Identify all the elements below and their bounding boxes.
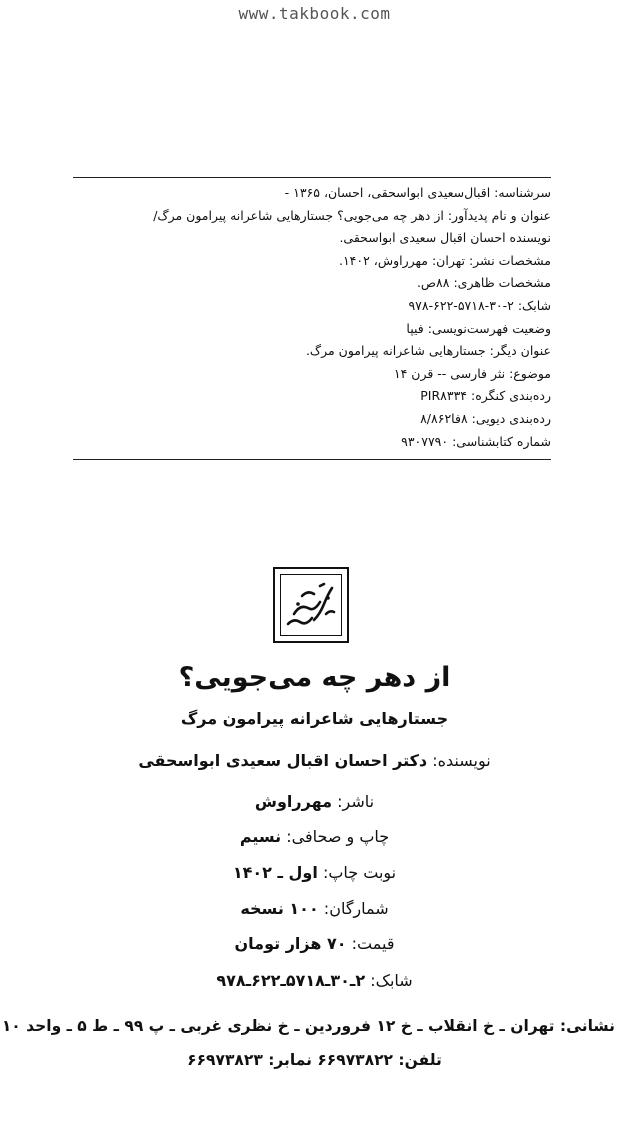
- catalog-line: وضعیت فهرست‌نویسی: فیپا: [406, 320, 551, 336]
- cataloging-record: [73, 177, 551, 460]
- catalog-line: نویسنده احسان اقبال سعیدی ابواسحقی.: [339, 230, 551, 246]
- book-subtitle: جستارهایی شاعرانه پیرامون مرگ: [180, 709, 449, 728]
- site-url: www.takbook.com: [238, 4, 391, 23]
- price-value: ۷۰ هزار تومان: [234, 934, 347, 953]
- copies-line: [0, 899, 629, 918]
- isbn-label: شابک:: [370, 971, 413, 990]
- catalog-line: شابک: ۲-۳۰-۵۷۱۸-۶۲۲-۹۷۸: [408, 297, 551, 313]
- printing-line: [0, 827, 629, 846]
- author-value: دکتر احسان اقبال سعیدی ابواسحقی: [138, 751, 428, 770]
- catalog-line: رده‌بندی دیویی: ۸فا۸/۸۶۲: [420, 410, 551, 426]
- catalog-line: مشخصات ظاهری: ۸۸ص.: [416, 275, 551, 291]
- publisher-line: [0, 792, 629, 811]
- printing-label: چاپ و صحافی:: [286, 827, 390, 846]
- edition-value: اول ـ ۱۴۰۲: [232, 863, 318, 882]
- logo-calligraphy-icon: [280, 574, 342, 636]
- edition-label: نوبت چاپ:: [322, 863, 397, 882]
- publisher-phone: تلفن: ۶۶۹۷۳۸۲۲ نمابر: ۶۶۹۷۳۸۲۳: [187, 1051, 442, 1069]
- author-label: نویسنده:: [432, 751, 491, 770]
- catalog-line: رده‌بندی کنگره: PIR۸۳۳۴: [420, 388, 551, 404]
- printing-value: نسیم: [239, 827, 282, 846]
- isbn-value: ۲ـ۳۰ـ۵۷۱۸ـ۶۲۲ـ۹۷۸: [216, 971, 366, 990]
- catalog-line: سرشناسه: اقبال‌سعیدی ابواسحقی، احسان، ۱۳۶۵ -: [284, 185, 551, 200]
- publisher-logo: [273, 567, 349, 643]
- publisher-label: ناشر:: [337, 792, 375, 811]
- copies-label: شمارگان:: [323, 899, 389, 918]
- price-label: قیمت:: [351, 934, 395, 953]
- catalog-line: شماره کتابشناسی: ۹۳۰۷۷۹۰: [401, 433, 551, 449]
- publisher-address: نشانی: تهران ـ خ انقلاب ـ خ ۱۲ فروردین ـ خ نظری غربی ـ پ ۹۹ ـ ط ۵ ـ واحد ۱۰: [1, 1017, 615, 1035]
- catalog-line: مشخصات نشر: تهران: مهرراوش، ۱۴۰۲.: [338, 252, 551, 268]
- book-title: از دهر چه می‌جویی؟: [178, 662, 451, 693]
- edition-line: [0, 863, 629, 882]
- isbn-line: [0, 971, 629, 990]
- catalog-line: عنوان و نام پدیدآور: از دهر چه می‌جویی؟ جستارهایی شاعرانه پیرامون مرگ/: [153, 207, 551, 223]
- catalog-line: عنوان دیگر: جستارهایی شاعرانه پیرامون مرگ.: [305, 343, 551, 359]
- publisher-value: مهرراوش: [254, 792, 333, 811]
- price-line: [0, 934, 629, 953]
- catalog-line: موضوع: نثر فارسی -- قرن ۱۴: [393, 365, 551, 381]
- copies-value: ۱۰۰ نسخه: [240, 899, 319, 918]
- author-line: [0, 751, 629, 770]
